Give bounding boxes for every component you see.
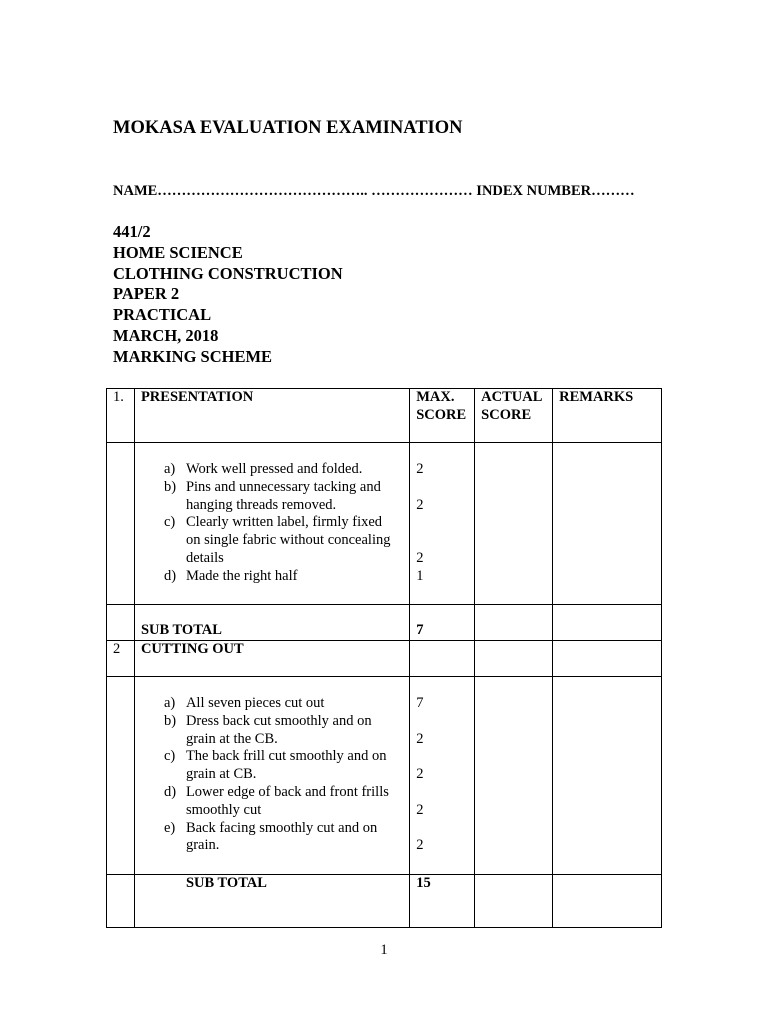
criteria-list (141, 695, 409, 855)
criteria-list (141, 461, 409, 586)
section-number: 2 (107, 641, 135, 677)
section-number: 1. (107, 389, 135, 443)
subtotal-row (107, 875, 662, 928)
max-score-cell (410, 443, 475, 605)
actual-score-cell (475, 443, 553, 605)
exam-heading-block (113, 222, 343, 368)
section-header-row (107, 389, 662, 443)
remarks-cell (553, 677, 662, 875)
list-item: d) Made the right half (163, 567, 298, 584)
section-title: PRESENTATION (134, 389, 409, 443)
list-item: c) Clearly written label, firmly fixed on single fabric without concealing details (163, 514, 391, 566)
empty-cell (107, 443, 135, 605)
remarks-cell (553, 605, 662, 641)
list-item: b) Dress back cut smoothly and on grain at the CB. (163, 712, 372, 747)
subtotal-label: SUB TOTAL (134, 605, 409, 641)
page-number: 1 (380, 942, 388, 958)
list-item: e) Back facing smoothly cut and on grain. (163, 819, 378, 854)
max-score-cell (410, 677, 475, 875)
item-score: 2 (416, 461, 424, 477)
actual-score-cell (475, 677, 553, 875)
max-score-cell (410, 641, 475, 677)
document-type: MARKING SCHEME (113, 346, 273, 366)
items-row (107, 677, 662, 875)
list-item: a) Work well pressed and folded. (163, 461, 363, 477)
subject: HOME SCIENCE (113, 242, 243, 262)
remarks-header: REMARKS (553, 389, 662, 443)
exam-date: MARCH, 2018 (113, 325, 219, 345)
empty-cell (107, 605, 135, 641)
list-item: c) The back frill cut smoothly and on grain at CB. (163, 748, 387, 783)
actual-score-header: ACTUAL SCORE (475, 389, 553, 443)
item-score: 1 (416, 567, 424, 584)
item-score: 2 (416, 801, 424, 818)
paper-number: PAPER 2 (113, 284, 180, 304)
max-score-header: MAX. SCORE (410, 389, 475, 443)
section-title: CUTTING OUT (134, 641, 409, 677)
subtotal-value: 15 (410, 875, 475, 928)
criteria-cell (134, 443, 409, 605)
name-index-line: NAME…………………………………….. ………………… INDEX NUMBER……… (113, 183, 635, 199)
remarks-cell (553, 641, 662, 677)
items-row (107, 443, 662, 605)
criteria-cell (134, 677, 409, 875)
section-header-row (107, 641, 662, 677)
subtotal-label: SUB TOTAL (134, 875, 409, 928)
empty-cell (107, 875, 135, 928)
remarks-cell (553, 875, 662, 928)
paper-type: PRACTICAL (113, 305, 212, 325)
page-title: MOKASA EVALUATION EXAMINATION (113, 118, 463, 138)
actual-score-cell (475, 605, 553, 641)
marking-scheme-table (106, 388, 662, 928)
actual-score-cell (475, 641, 553, 677)
list-item: d) Lower edge of back and front frills smoothly cut (163, 783, 389, 818)
list-item: a) All seven pieces cut out (163, 695, 325, 711)
empty-cell (107, 677, 135, 875)
item-score: 2 (416, 549, 424, 566)
remarks-cell (553, 443, 662, 605)
subtotal-row (107, 605, 662, 641)
item-score: 7 (416, 695, 424, 711)
paper-code: 441/2 (113, 222, 151, 241)
item-score: 2 (416, 730, 424, 747)
item-score: 2 (416, 837, 424, 854)
item-score: 2 (416, 496, 424, 513)
item-score: 2 (416, 766, 424, 783)
actual-score-cell (475, 875, 553, 928)
subject-area: CLOTHING CONSTRUCTION (113, 263, 343, 283)
subtotal-value: 7 (410, 605, 475, 641)
list-item: b) Pins and unnecessary tacking and hanging threads removed. (163, 478, 381, 513)
